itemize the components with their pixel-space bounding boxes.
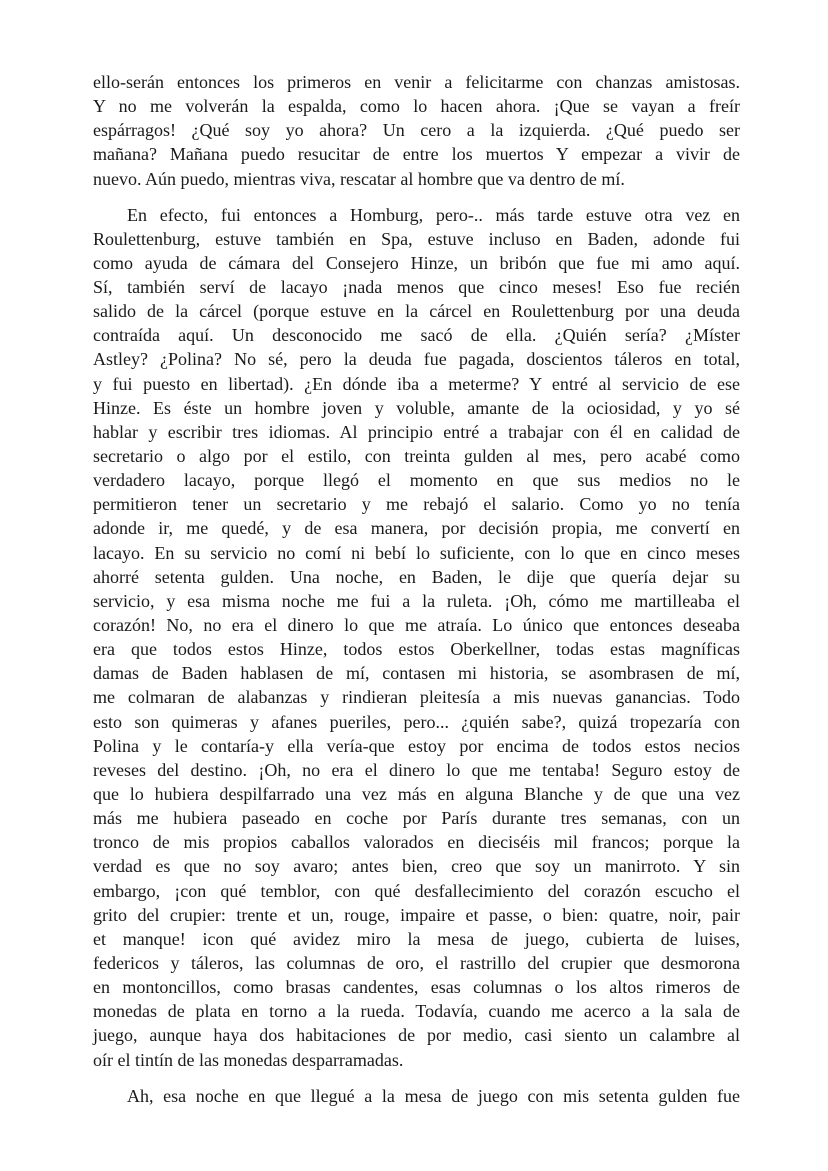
text-line: ello-serán entonces los primeros en venir a felicitarme con chanzas amistosas. xyxy=(93,72,740,92)
text-line: juego, aunque haya dos habitaciones de por medio, casi siento un calambre al xyxy=(93,1025,740,1046)
text-line: Ah, esa noche en que llegué a la mesa de juego con mis setenta gulden fue xyxy=(127,1085,740,1106)
text-line: et manque! icon qué avidez miro la mesa de juego, cubierta de luises, xyxy=(93,928,740,949)
text-line: Roulettenburg, estuve también en Spa, estuve incluso en Baden, adonde fui xyxy=(93,228,740,249)
text-line: secretario o algo por el estilo, con treinta gulden al mes, pero acabé como xyxy=(93,446,740,466)
text-line: Hinze. Es éste un hombre joven y voluble, amante de la ociosidad, y yo sé xyxy=(93,397,740,418)
text-line: y fui puesto en libertad). ¿En dónde iba a meterme? Y entré al servicio de ese xyxy=(93,373,740,394)
text-line: ahorré setenta gulden. Una noche, en Baden, le dije que quería dejar su xyxy=(93,566,740,587)
text-line: reveses del destino. ¡Oh, no era el dinero lo que me tentaba! Seguro estoy de xyxy=(93,759,740,780)
text-line: embargo, ¡con qué temblor, con qué desfallecimiento del corazón escucho el xyxy=(93,880,740,901)
text-line: oír el tintín de las monedas desparramadas. xyxy=(93,1049,404,1070)
text-line: hablar y escribir tres idiomas. Al principio entré a trabajar con él en calidad de xyxy=(93,421,740,442)
text-line: salido de la cárcel (porque estuve en la cárcel en Roulettenburg por una deuda xyxy=(93,301,740,322)
paragraph xyxy=(93,1084,740,1108)
text-line: en montoncillos, como brasas candentes, esas columnas o los altos rimeros de xyxy=(93,977,740,998)
text-line: era que todos estos Hinze, todos estos Oberkellner, todas estas magníficas xyxy=(93,639,740,660)
text-line: que lo hubiera despilfarrado una vez más en alguna Blanche y de que una vez xyxy=(93,783,740,804)
text-line: Astley? ¿Polina? No sé, pero la deuda fue pagada, doscientos táleros en total, xyxy=(93,349,740,370)
text-line: esto son quimeras y afanes pueriles, pero... ¿quién sabe?, quizá tropezaría con xyxy=(93,711,740,732)
document-page xyxy=(93,70,740,1120)
text-line: como ayuda de cámara del Consejero Hinze, un bribón que fue mi amo aquí. xyxy=(93,252,740,273)
text-line: verdad es que no soy avaro; antes bien, creo que soy un manirroto. Y sin xyxy=(93,856,740,877)
text-line: Polina y le contaría-y ella vería-que estoy por encima de todos estos necios xyxy=(93,735,740,756)
text-line: nuevo. Aún puedo, mientras viva, rescatar al hombre que va dentro de mí. xyxy=(93,168,625,189)
text-line: contraída aquí. Un desconocido me sacó de ella. ¿Quién sería? ¿Míster xyxy=(93,325,740,346)
text-line: mañana? Mañana puedo resucitar de entre los muertos Y empezar a vivir de xyxy=(93,144,740,165)
text-line: verdadero lacayo, porque llegó el momento en que sus medios no le xyxy=(93,470,740,491)
text-line: corazón! No, no era el dinero lo que me atraía. Lo único que entonces deseaba xyxy=(93,614,740,635)
text-line: lacayo. En su servicio no comí ni bebí lo suficiente, con lo que en cinco meses xyxy=(93,542,740,563)
text-line: servicio, y esa misma noche me fui a la ruleta. ¡Oh, cómo me martilleaba el xyxy=(93,590,740,611)
text-line: espárragos! ¿Qué soy yo ahora? Un cero a la izquierda. ¿Qué puedo ser xyxy=(93,120,740,141)
text-line: más me hubiera paseado en coche por París durante tres semanas, con un xyxy=(93,808,740,829)
text-line: En efecto, fui entonces a Homburg, pero-.. más tarde estuve otra vez en xyxy=(127,204,740,225)
text-line: Y no me volverán la espalda, como lo hacen ahora. ¡Que se vayan a freír xyxy=(93,96,740,117)
text-line: permitieron tener un secretario y me rebajó el salario. Como yo no tenía xyxy=(93,494,740,515)
text-line: damas de Baden hablasen de mí, contasen mi historia, se asombrasen de mí, xyxy=(93,663,740,684)
text-line: grito del crupier: trente et un, rouge, impaire et passe, o bien: quatre, noir, pair xyxy=(93,904,740,925)
text-line: monedas de plata en torno a la rueda. Todavía, cuando me acerco a la sala de xyxy=(93,1001,740,1022)
text-line: federicos y táleros, las columnas de oro, el rastrillo del crupier que desmorona xyxy=(93,952,740,973)
text-line: adonde ir, me quedé, y de esa manera, por decisión propia, me convertí en xyxy=(93,518,740,539)
text-line: Sí, también serví de lacayo ¡nada menos que cinco meses! Eso fue recién xyxy=(93,277,740,298)
text-line: me colmaran de alabanzas y rindieran pleitesía a mis nuevas ganancias. Todo xyxy=(93,687,740,708)
paragraph xyxy=(93,203,740,1072)
paragraph xyxy=(93,70,740,191)
text-line: tronco de mis propios caballos valorados en dieciséis mil francos; porque la xyxy=(93,832,740,853)
